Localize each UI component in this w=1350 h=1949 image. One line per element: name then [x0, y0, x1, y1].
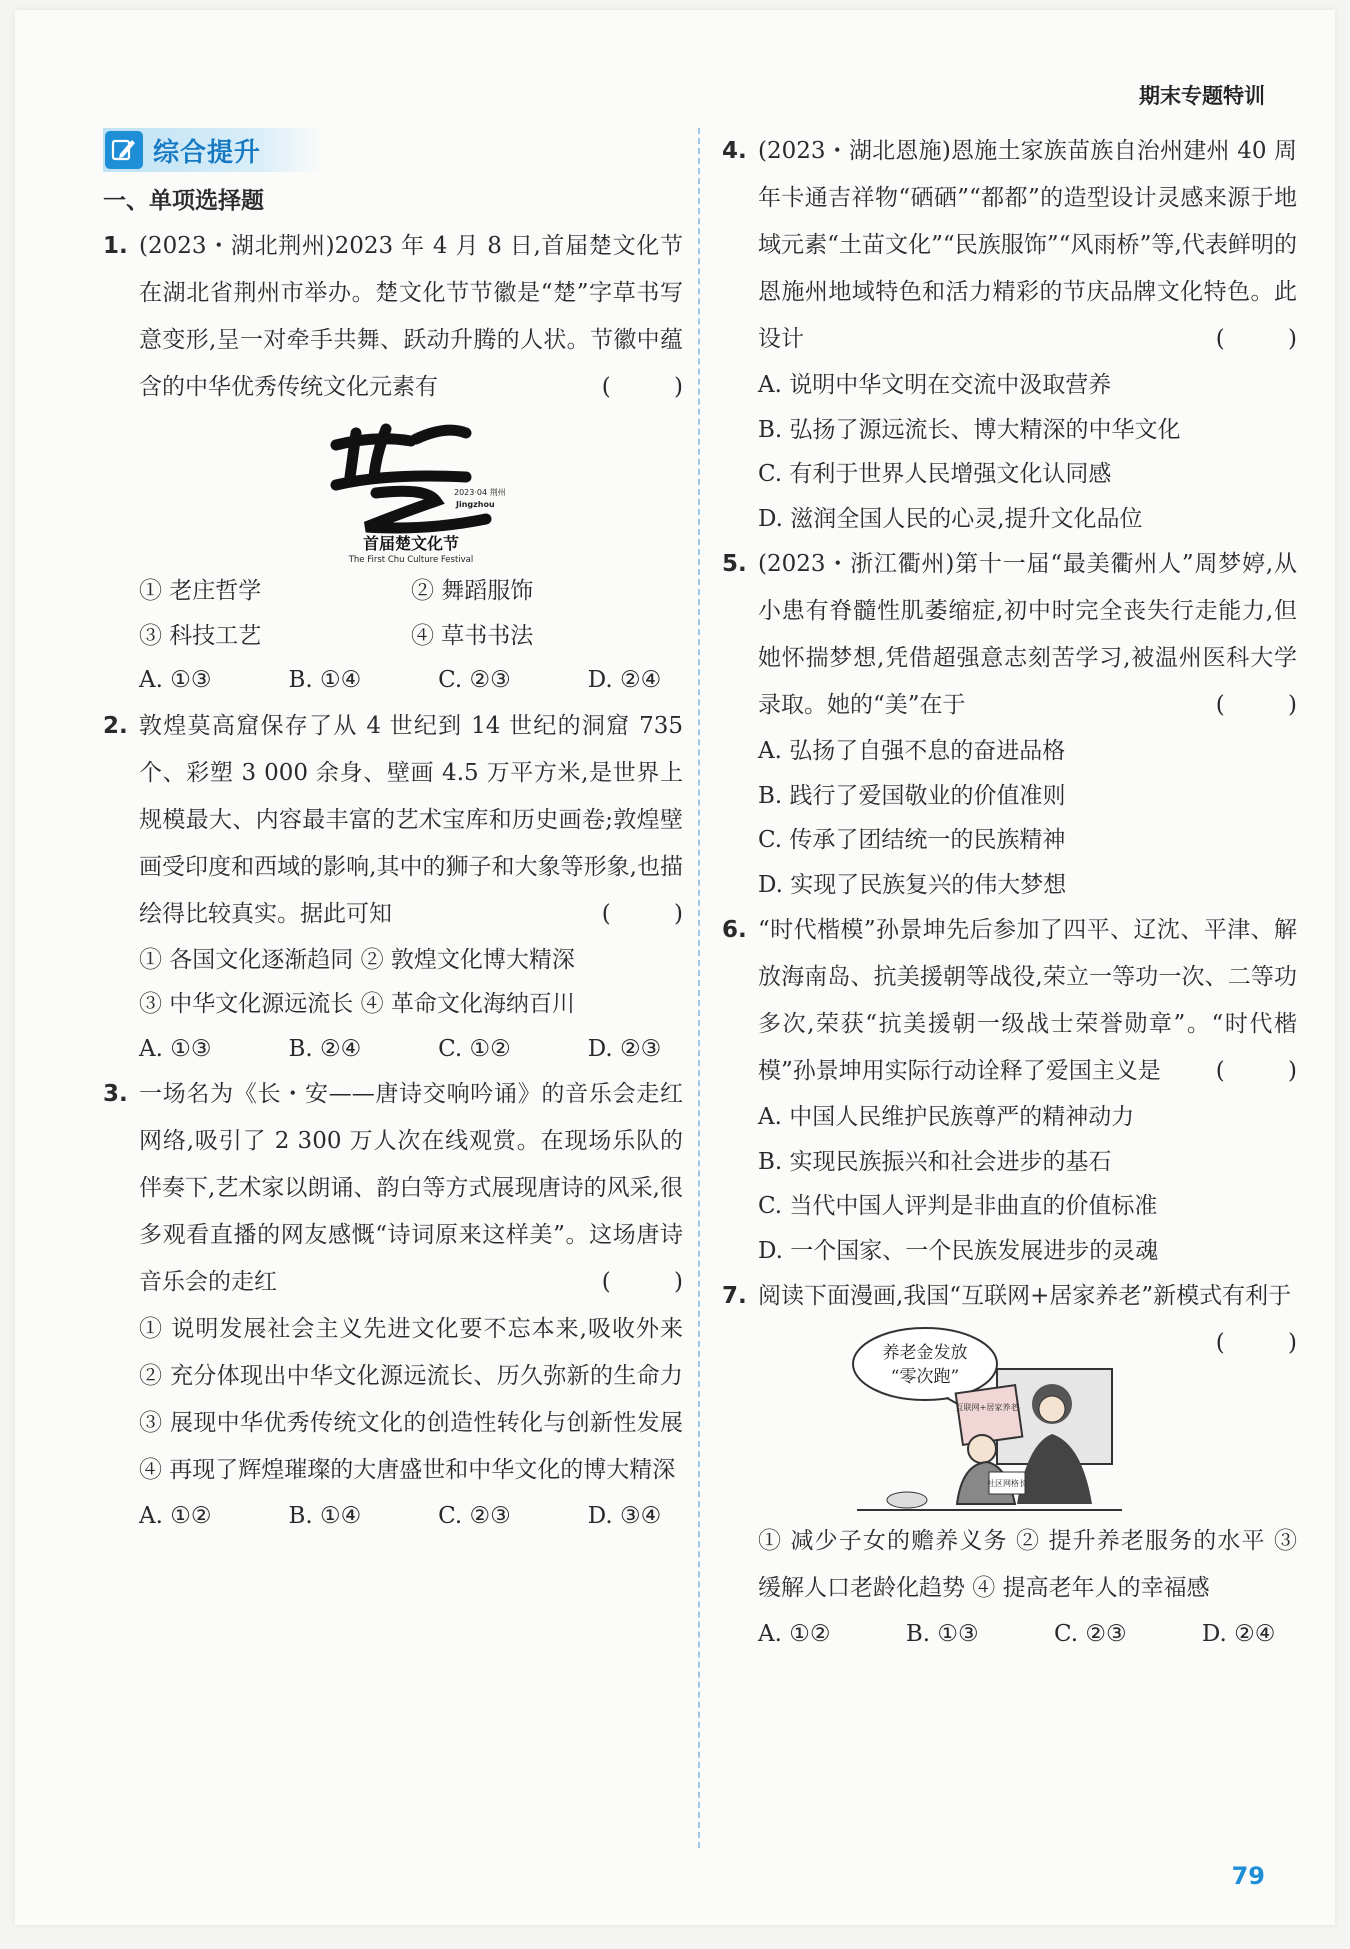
logo-date: 2023·04 荆州	[454, 488, 506, 497]
question-number: 6.	[722, 917, 747, 943]
answer-blank[interactable]: ( )	[1215, 1058, 1325, 1084]
pencil-edit-icon	[105, 131, 143, 169]
statement-list: ① 减少子女的赡养义务 ② 提升养老服务的水平 ③ 缓解人口老龄化趋势 ④ 提高老年人的幸福感	[758, 1528, 1297, 1601]
choice-a[interactable]: A. 说明中华文明在交流中汲取营养	[758, 372, 1112, 398]
answer-blank[interactable]: ( )	[601, 900, 711, 927]
chu-festival-logo	[316, 415, 506, 565]
cartoon-bubble-line2: “零次跑”	[890, 1367, 960, 1387]
page-number: 79	[1231, 1862, 1265, 1890]
choice-a[interactable]: A. ①③	[139, 667, 212, 693]
choice-a[interactable]: A. 弘扬了自强不息的奋进品格	[758, 738, 1066, 764]
choice-b[interactable]: B. 弘扬了源远流长、博大精深的中华文化	[758, 416, 1181, 443]
choice-b[interactable]: B. 践行了爱国敬业的价值准则	[758, 782, 1066, 809]
question-stem: (2023・湖北荆州)2023 年 4 月 8 日,首届楚文化节在湖北省荆州市举办。楚文化节节徽是“楚”字草书写意变形,呈一对牵手共舞、跃动升腾的人状。节徽中蕴含的中华优秀传统文化元素有	[139, 233, 683, 400]
cartoon-figure	[758, 1324, 1216, 1514]
choice-a[interactable]: A. ①③	[139, 1035, 212, 1062]
left-column	[103, 128, 711, 1539]
statement-item: ② 舞蹈服饰	[411, 578, 534, 604]
question-number: 4.	[722, 138, 747, 164]
question-number: 1.	[103, 233, 128, 259]
choice-row	[139, 1027, 661, 1072]
choice-b[interactable]: B. ①③	[905, 1621, 979, 1647]
question-number: 2.	[103, 712, 128, 739]
choice-a[interactable]: A. ①②	[758, 1621, 831, 1647]
choice-d[interactable]: D. ②③	[587, 1035, 662, 1062]
statement-list	[139, 569, 683, 658]
question-4	[722, 128, 1325, 541]
choice-c[interactable]: C. 有利于世界人民增强文化认同感	[758, 461, 1112, 487]
choice-a[interactable]: A. 中国人民维护民族尊严的精神动力	[758, 1104, 1135, 1130]
answer-blank[interactable]: ( )	[1215, 1330, 1325, 1356]
choice-b[interactable]: B. 实现民族振兴和社会进步的基石	[758, 1148, 1112, 1175]
question-stem: 阅读下面漫画,我国“互联网+居家养老”新模式有利于	[758, 1283, 1292, 1309]
logo-place: Jingzhou	[456, 500, 495, 509]
section-title: 综合提升	[153, 137, 262, 168]
question-number: 3.	[103, 1081, 128, 1107]
choice-d[interactable]: D. 滋润全国人民的心灵,提升文化品位	[758, 505, 1143, 532]
cartoon-badge-text: 社区网格长	[986, 1479, 1027, 1488]
logo-caption-en: The First Chu Culture Festival	[348, 555, 474, 565]
festival-logo-figure	[139, 415, 683, 565]
choice-c[interactable]: C. ①②	[438, 1035, 511, 1062]
choice-d[interactable]: D. ②④	[587, 667, 662, 693]
cartoon-screen-text: 互联网+居家养老	[955, 1403, 1019, 1412]
statement-item: ③ 中华文化源远流长 ④ 革命文化海纳百川	[139, 991, 575, 1017]
choice-a[interactable]: A. ①②	[139, 1503, 212, 1529]
document-page	[15, 10, 1335, 1925]
choice-row	[758, 1612, 1275, 1657]
choice-c[interactable]: C. ②③	[1053, 1621, 1127, 1647]
choice-c[interactable]: C. ②③	[438, 1503, 511, 1529]
choice-d[interactable]: D. ②④	[1201, 1621, 1276, 1647]
choice-row	[139, 1494, 661, 1539]
logo-caption-cn: 首届楚文化节	[362, 534, 460, 553]
choice-d[interactable]: D. 实现了民族复兴的伟大梦想	[758, 871, 1067, 898]
part-title: 一、单项选择题	[103, 188, 264, 214]
question-7	[722, 1273, 1325, 1657]
question-stem: “时代楷模”孙景坤先后参加了四平、辽沈、平津、解放海南岛、抗美援朝等战役,荣立一等功一次、二等功多次,荣获“抗美援朝一级战士荣誉勋章”。“时代楷模”孙景坤用实际行动诠释了爱国主义是	[758, 917, 1297, 1084]
answer-blank[interactable]: ( )	[1215, 692, 1325, 718]
statement-list: ① 说明发展社会主义先进文化要不忘本来,吸收外来 ② 充分体现出中华文化源远流长、历久弥新的生命力 ③ 展现中华优秀传统文化的创造性转化与创新性发展 ④ 再现了辉煌璀璨的大唐盛世和中华文化的博大精深	[139, 1316, 683, 1483]
choice-b[interactable]: B. ①④	[288, 667, 362, 693]
question-2	[103, 703, 711, 1072]
choice-b[interactable]: B. ①④	[288, 1503, 362, 1529]
running-title: 期末专题特训	[1139, 84, 1265, 108]
statement-item: ③ 科技工艺	[139, 622, 262, 649]
question-number: 5.	[722, 551, 747, 577]
question-stem: (2023・湖北恩施)恩施土家族苗族自治州建州 40 周年卡通吉祥物“硒硒”“都都”的造型设计灵感来源于地域元素“土苗文化”“民族服饰”“风雨桥”等,代表鲜明的恩施州地域特色和活力精彩的节庆品牌文化特色。此设计	[758, 138, 1297, 352]
question-stem: 一场名为《长・安——唐诗交响吟诵》的音乐会走红网络,吸引了 2 300 万人次在线观赏。在现场乐队的伴奏下,艺术家以朗诵、韵白等方式展现唐诗的风采,很多观看直播的网友感慨“诗词原来这样美”。这场唐诗音乐会的走红	[139, 1081, 683, 1295]
choice-d[interactable]: D. ③④	[587, 1503, 662, 1529]
statement-item: ① 各国文化逐渐趋同 ② 敦煌文化博大精深	[139, 946, 575, 973]
choice-c[interactable]: C. 当代中国人评判是非曲直的价值标准	[758, 1193, 1158, 1219]
answer-blank[interactable]: ( )	[601, 374, 711, 400]
cartoon-bubble-line1: 养老金发放	[882, 1343, 968, 1363]
question-stem: (2023・浙江衢州)第十一届“最美衢州人”周梦婷,从小患有脊髓性肌萎缩症,初中时完全丧失行走能力,但她怀揣梦想,凭借超强意志刻苦学习,被温州医科大学录取。她的“美”在于	[758, 551, 1297, 718]
right-column	[722, 128, 1325, 1657]
choice-d[interactable]: D. 一个国家、一个民族发展进步的灵魂	[758, 1237, 1159, 1264]
statement-item: ④ 草书书法	[411, 622, 534, 649]
question-6	[722, 907, 1325, 1273]
section-banner	[103, 128, 323, 172]
question-1	[103, 223, 711, 703]
choice-row	[139, 658, 661, 703]
answer-blank[interactable]: ( )	[601, 1269, 711, 1295]
question-5	[722, 541, 1325, 907]
question-3	[103, 1071, 711, 1539]
answer-blank[interactable]: ( )	[1215, 326, 1325, 352]
question-stem: 敦煌莫高窟保存了从 4 世纪到 14 世纪的洞窟 735 个、彩塑 3 000 余身、壁画 4.5 万平方米,是世界上规模最大、内容最丰富的艺术宝库和历史画卷;敦煌壁画受印度和西域的影响,其中的狮子和大象等形象,也描绘得比较真实。据此可知	[139, 712, 683, 927]
question-number: 7.	[722, 1283, 747, 1309]
choice-c[interactable]: C. ②③	[438, 667, 511, 693]
elderly-care-cartoon	[847, 1324, 1127, 1514]
statement-item: ① 老庄哲学	[139, 578, 262, 604]
choice-c[interactable]: C. 传承了团结统一的民族精神	[758, 827, 1066, 853]
choice-b[interactable]: B. ②④	[288, 1035, 362, 1062]
